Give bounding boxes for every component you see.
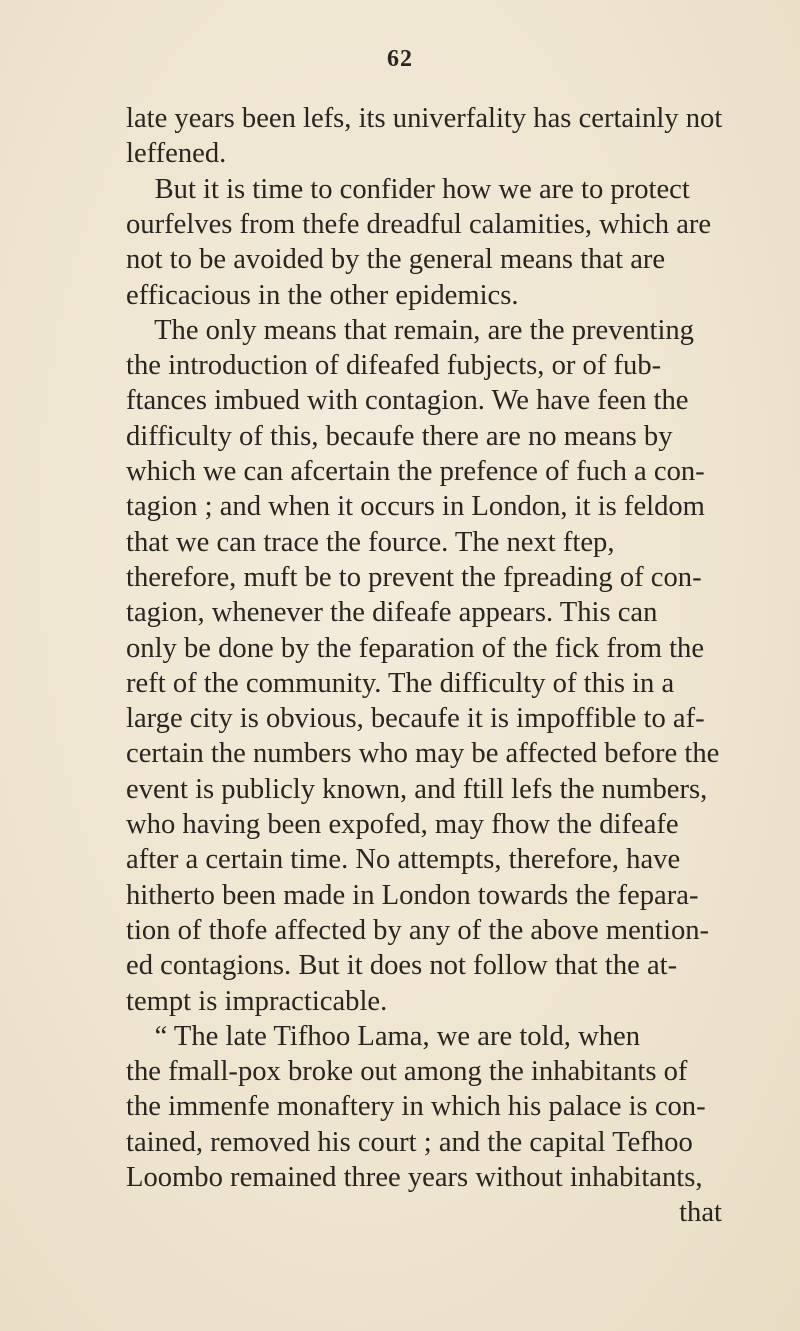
text-line: event is publicly known, and ftill lefs the numbers, bbox=[126, 773, 708, 805]
text-line: Loombo remained three years without inhabitants, bbox=[126, 1162, 703, 1193]
text-line: therefore, muft be to prevent the fpreading of con- bbox=[126, 561, 702, 593]
text-line: tempt is impracticable. bbox=[126, 985, 388, 1017]
text-line: ourfelves from thefe dreadful calamities, which are bbox=[126, 208, 712, 240]
text-line: large city is obvious, becaufe it is impoffible to af- bbox=[126, 703, 705, 735]
text-line: that we can trace the fource. The next ftep, bbox=[126, 526, 615, 558]
text-line: only be done by the feparation of the fick from the bbox=[126, 632, 705, 664]
text-line: who having been expofed, may fhow the difeafe bbox=[126, 809, 679, 840]
text-line: difficulty of this, becaufe there are no means by bbox=[126, 420, 673, 452]
text-line: The only means that remain, are the preventing bbox=[126, 314, 694, 346]
text-line: not to be avoided by the general means that are bbox=[126, 244, 666, 276]
text-line: which we can afcertain the prefence of fuch a con- bbox=[126, 456, 705, 487]
text-line: the introduction of difeafed fubjects, or of fub- bbox=[126, 350, 662, 382]
text-line: But it is time to confider how we are to protect bbox=[126, 173, 690, 205]
text-line: efficacious in the other epidemics. bbox=[126, 279, 519, 311]
text-line: tagion ; and when it occurs in London, it is feldom bbox=[126, 491, 705, 523]
text-line: leffened. bbox=[126, 138, 227, 170]
text-line: hitherto been made in London towards the fepara- bbox=[126, 879, 699, 911]
text-line: late years been lefs, its univerfality has certainly not bbox=[126, 103, 723, 134]
text-line: after a certain time. No attempts, therefore, have bbox=[126, 844, 681, 876]
text-line: reft of the community. The difficulty of this in a bbox=[126, 667, 675, 699]
text-line: the fmall-pox broke out among the inhabitants of bbox=[126, 1056, 688, 1088]
text-line: certain the numbers who may be affected before the bbox=[126, 738, 720, 770]
page-number: 62 bbox=[387, 46, 413, 72]
text-line: tained, removed his court ; and the capital Tefhoo bbox=[126, 1126, 693, 1158]
text-line: tagion, whenever the difeafe appears. This can bbox=[126, 597, 658, 629]
text-line: tion of thofe affected by any of the above mention- bbox=[126, 914, 710, 946]
text-line: “ The late Tifhoo Lama, we are told, when bbox=[126, 1020, 641, 1052]
text-line: ftances imbued with contagion. We have feen the bbox=[126, 385, 689, 417]
text-line: ed contagions. But it does not follow that the at- bbox=[126, 950, 678, 982]
text-line: the immenfe monaftery in which his palace is con- bbox=[126, 1091, 706, 1123]
catchword: that bbox=[679, 1197, 722, 1229]
